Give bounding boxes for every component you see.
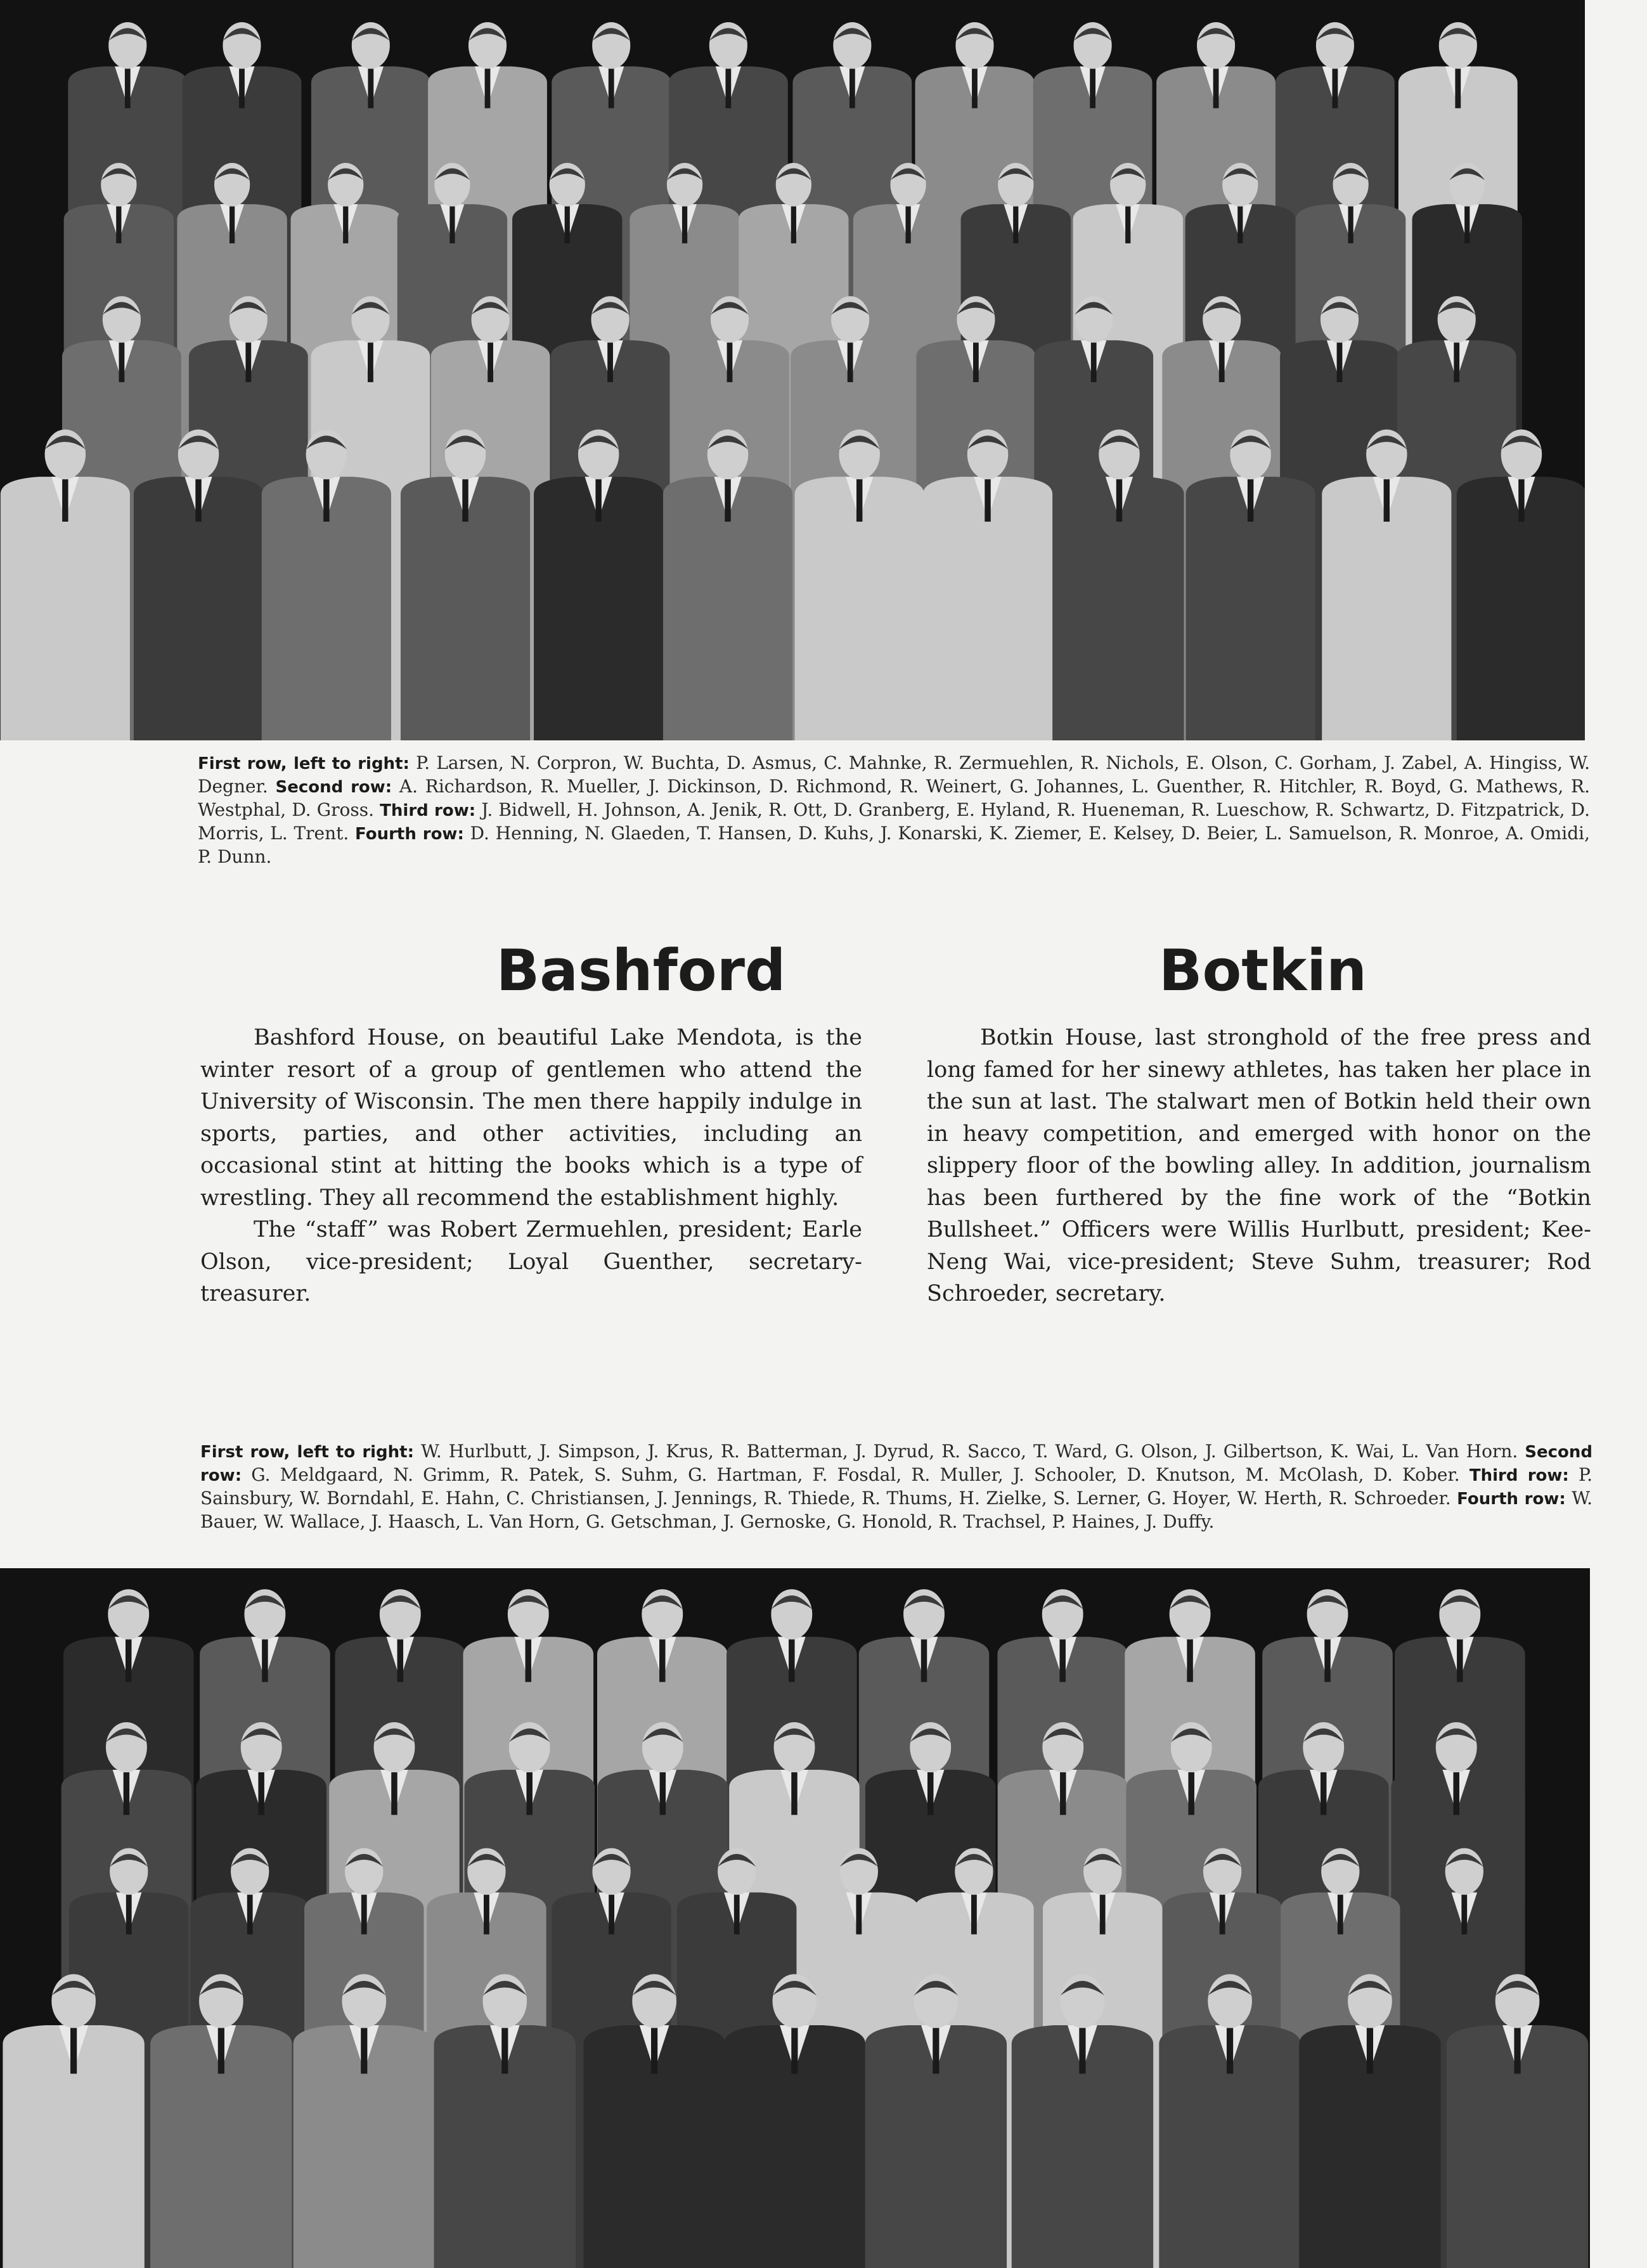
- person-tie: [789, 1639, 794, 1682]
- person-tie: [725, 68, 731, 108]
- person-tie: [734, 1895, 740, 1935]
- person-tie: [368, 68, 373, 108]
- person-tie: [1187, 1639, 1192, 1682]
- person-tie: [125, 68, 131, 108]
- person-tie: [361, 1895, 367, 1935]
- person-tie: [449, 207, 455, 243]
- person-tie: [70, 2028, 77, 2073]
- caption-names: W. Bauer, W. Wallace, J. Haasch, L. Van Horn, G. Getschman, J. Gernoske, G. Honold, R. Trachsel, P. Haines, J. Duffy.: [200, 1488, 1592, 1532]
- person-tie: [239, 68, 245, 108]
- person-tie: [973, 343, 979, 382]
- person-tie: [1116, 479, 1122, 522]
- caption-row-label: Third row:: [1469, 1466, 1569, 1485]
- person-tie: [856, 479, 862, 522]
- person-tie: [660, 1772, 666, 1815]
- person-tie: [1461, 1895, 1467, 1935]
- person-tie: [368, 343, 373, 382]
- person-tie: [607, 343, 613, 382]
- person-tie: [682, 207, 687, 243]
- person-tie: [1125, 207, 1130, 243]
- bashford-paragraph: Bashford House, on beautiful Lake Mendota, is the winter resort of a group of gentlemen who attend the University of Wisconsin. The men there happily indulge in sports, parties, and other activities, including an occasional stint at hitting the books which is a type of wrestling. They all recommend the establishment highly.: [200, 1025, 862, 1211]
- caption-names: W. Hurlbutt, J. Simpson, J. Krus, R. Batterman, J. Dyrud, R. Sacco, T. Ward, G. Olson, J. Gilbertson, K. Wai, L. Van Horn.: [420, 1441, 1518, 1462]
- person-tie: [927, 1772, 933, 1815]
- caption-names: P. Larsen, N. Corpron, W. Buchta, D. Asmus, C. Mahnke, R. Zermuehlen, R. Nichols, E. Olson, C. Gorham, J. Zabel, A. Hingiss, W. Degner.: [198, 752, 1590, 797]
- person-tie: [1348, 207, 1353, 243]
- person-tie: [1457, 1639, 1463, 1682]
- caption-names: P. Sainsbury, W. Borndahl, E. Hahn, C. Christiansen, J. Jennings, R. Thiede, R. Thums, H. Zielke, S. Lerner, G. Hoyer, W. Herth, R. Schroeder.: [200, 1464, 1593, 1509]
- person-tie: [1333, 68, 1338, 108]
- caption-row-label: Third row:: [380, 801, 476, 820]
- caption-row-label: Second row:: [275, 778, 392, 797]
- person-tie: [1338, 1895, 1343, 1935]
- person-tie: [791, 207, 796, 243]
- person-tie: [247, 1895, 253, 1935]
- person-tie: [116, 207, 121, 243]
- person-tie: [659, 1639, 665, 1682]
- person-tie: [229, 207, 235, 243]
- person-tie: [245, 343, 251, 382]
- botkin-paragraph: Botkin House, last stronghold of the free press and long famed for her sinewy athletes, has taken her place in the sun at last. The stalwart men of Botkin held their own in heavy competition, and emerged with honor on the slippery floor of the bowling alley. In addition, journalism has been furthered by the fine work of the “Botkin Bullsheet.” Officers were Willis Hurlbutt, president; Kee-Neng Wai, vice-president; Steve Suhm, treasurer; Rod Schroeder, secretary.: [927, 1025, 1591, 1306]
- person-tie: [124, 1772, 129, 1815]
- person-tie: [526, 1639, 531, 1682]
- person-tie: [488, 343, 493, 382]
- person-tie: [526, 1772, 532, 1815]
- person-tie: [1384, 479, 1390, 522]
- person-tie: [262, 1639, 268, 1682]
- person-tie: [791, 2028, 798, 2073]
- caption-row-label: Second row:: [200, 1443, 1592, 1485]
- person-tie: [905, 207, 910, 243]
- person-tie: [1213, 68, 1219, 108]
- person-tie: [1367, 2028, 1373, 2073]
- botkin-group-photo: [0, 1568, 1590, 2268]
- person-tie: [1453, 1772, 1459, 1815]
- person-tie: [651, 2028, 657, 2073]
- person-tie: [985, 479, 990, 522]
- person-tie: [849, 68, 855, 108]
- person-tie: [484, 1895, 489, 1935]
- person-tie: [1219, 343, 1225, 382]
- caption-names: A. Richardson, R. Mueller, J. Dickinson, D. Richmond, R. Weinert, G. Johannes, L. Guenther, R. Hitchler, R. Boyd, G. Mathews, R. Westphal, D. Gross.: [198, 776, 1591, 820]
- person-tie: [1090, 68, 1095, 108]
- person-tie: [485, 68, 491, 108]
- person-tie: [1337, 343, 1343, 382]
- bashford-paragraph: The “staff” was Robert Zermuehlen, president; Earle Olson, vice-president; Loyal Guenther, secretary-treasurer.: [200, 1217, 862, 1306]
- person-tie: [126, 1895, 132, 1935]
- person-tie: [1220, 1895, 1225, 1935]
- person-tie: [1060, 1772, 1066, 1815]
- person-tie: [1518, 479, 1524, 522]
- person-tie: [1514, 2028, 1520, 2073]
- person-tie: [1059, 1639, 1065, 1682]
- caption-names: G. Meldgaard, N. Grimm, R. Patek, S. Suhm, G. Hartman, F. Fosdal, R. Muller, J. Schooler, D. Knutson, M. McOlash, D. Kober.: [251, 1464, 1460, 1485]
- bashford-heading: Bashford: [496, 937, 786, 1004]
- person-tie: [126, 1639, 131, 1682]
- person-tie: [1454, 343, 1459, 382]
- caption-row-label: First row, left to right:: [200, 1443, 414, 1462]
- person-tie: [218, 2028, 224, 2073]
- botkin-photo-caption: [200, 1440, 1592, 1533]
- person-tie: [921, 1639, 927, 1682]
- person-tie: [1248, 479, 1253, 522]
- person-tie: [323, 479, 329, 522]
- person-tie: [971, 1895, 977, 1935]
- person-tie: [343, 207, 348, 243]
- person-tie: [391, 1772, 397, 1815]
- botkin-text: [927, 1022, 1591, 1310]
- person-tie: [1079, 2028, 1085, 2073]
- caption-row-label: Fourth row:: [1457, 1490, 1566, 1509]
- bashford-group-photo: [0, 0, 1585, 740]
- person-tie: [1455, 68, 1461, 108]
- person-tie: [725, 479, 730, 522]
- caption-names: D. Henning, N. Glaeden, T. Hansen, D. Kuhs, J. Konarski, K. Ziemer, E. Kelsey, D. Beier, L. Samuelson, R. Monroe, A. Omidi, P. Dunn.: [198, 823, 1591, 867]
- caption-names: J. Bidwell, H. Johnson, A. Jenik, R. Ott, D. Granberg, E. Hyland, R. Hueneman, R. Lueschow, R. Schwartz, D. Fitzpatrick, D. Morris, L. Trent.: [198, 799, 1590, 844]
- person-tie: [1464, 207, 1469, 243]
- person-tie: [258, 1772, 264, 1815]
- person-tie: [595, 479, 601, 522]
- person-tie: [119, 343, 125, 382]
- person-tie: [609, 68, 614, 108]
- caption-row-label: First row, left to right:: [198, 754, 410, 773]
- person-tie: [397, 1639, 403, 1682]
- person-tie: [1091, 343, 1097, 382]
- person-tie: [1321, 1772, 1326, 1815]
- person-tie: [1100, 1895, 1106, 1935]
- figures: [3, 1589, 1588, 2268]
- person-tie: [727, 343, 733, 382]
- person-tie: [1013, 207, 1018, 243]
- person-tie: [856, 1895, 862, 1935]
- bashford-photo-caption: [198, 752, 1590, 868]
- person-tie: [609, 1895, 614, 1935]
- person-tie: [1188, 1772, 1194, 1815]
- person-tie: [565, 207, 570, 243]
- person-tie: [462, 479, 468, 522]
- person-tie: [501, 2028, 508, 2073]
- person-tie: [361, 2028, 367, 2073]
- person-tie: [1237, 207, 1243, 243]
- person-tie: [62, 479, 68, 522]
- caption-row-label: Fourth row:: [355, 825, 464, 844]
- person-tie: [848, 343, 853, 382]
- botkin-heading: Botkin: [1158, 937, 1367, 1004]
- person-tie: [791, 1772, 797, 1815]
- person-tie: [1227, 2028, 1233, 2073]
- person-tie: [1324, 1639, 1330, 1682]
- person-tie: [933, 2028, 939, 2073]
- person-tie: [195, 479, 201, 522]
- person-tie: [972, 68, 978, 108]
- bashford-text: [200, 1022, 862, 1310]
